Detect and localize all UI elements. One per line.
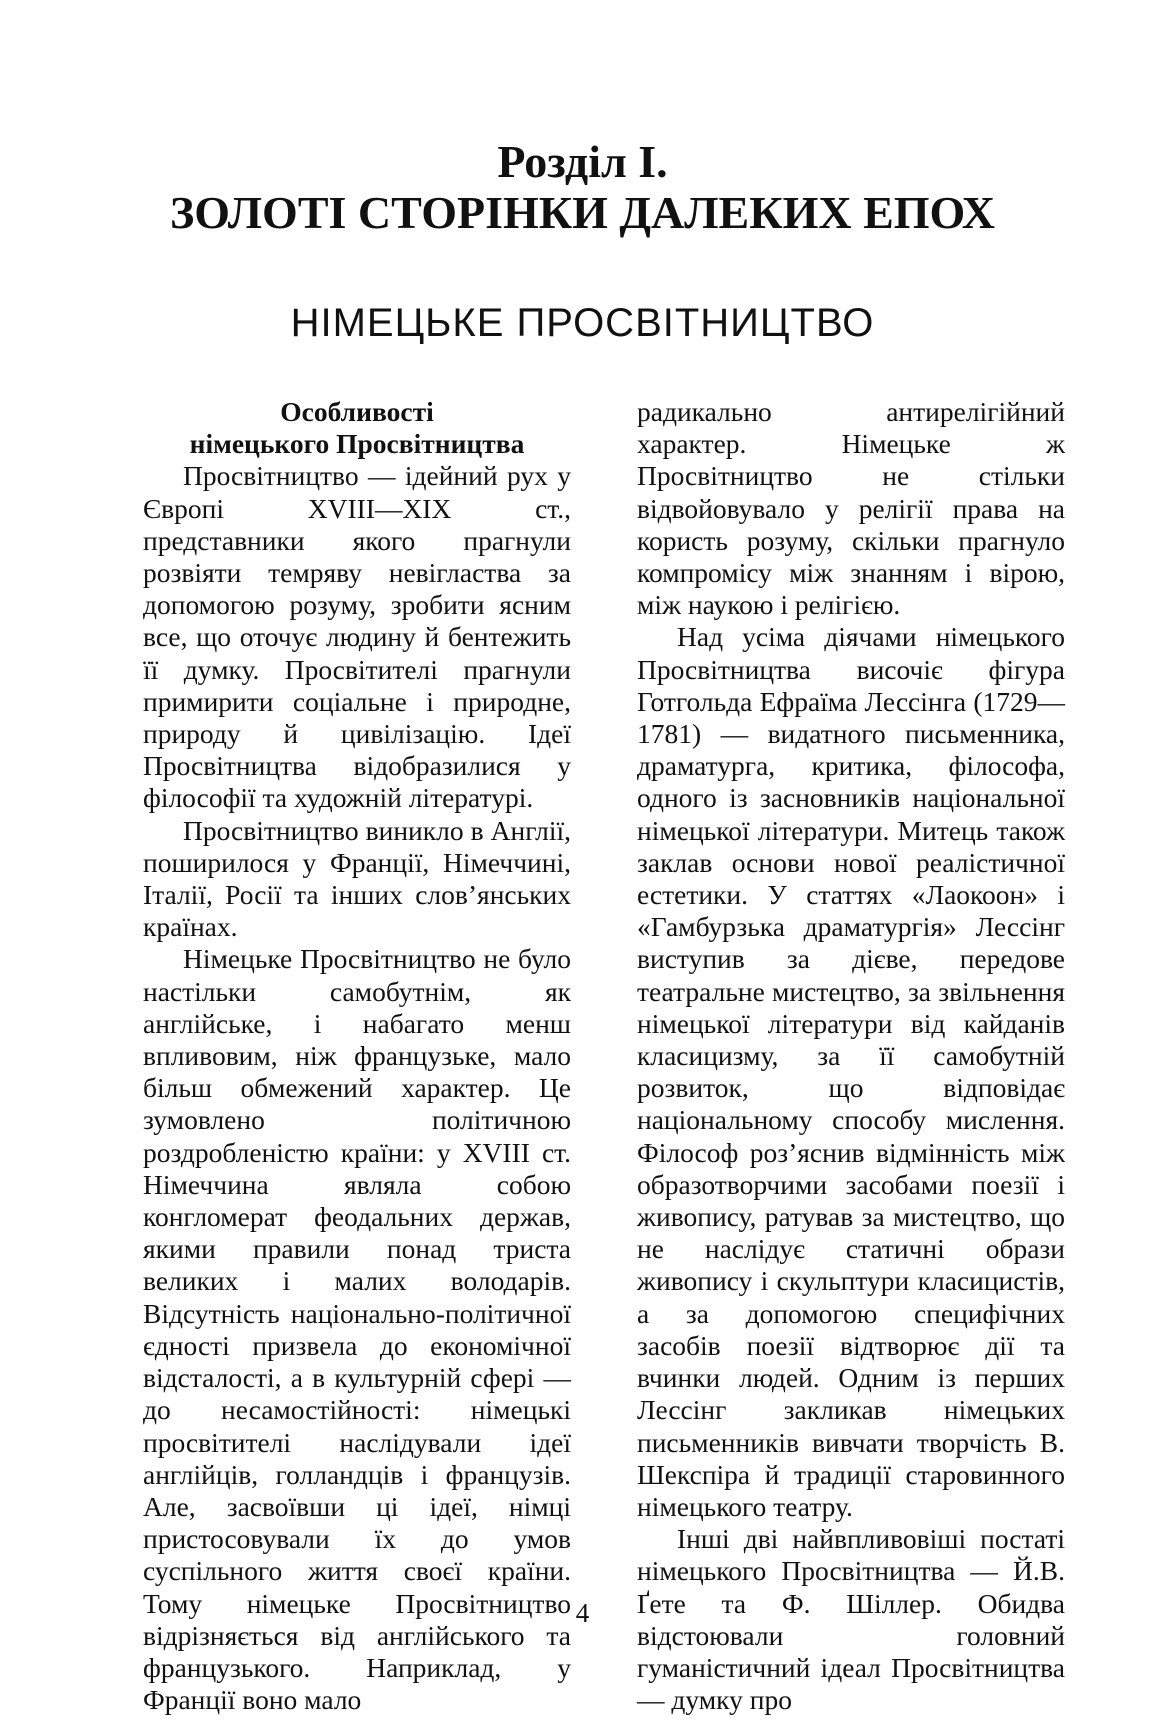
paragraph-continuation: радикально антирелігійний характер. Німецьке ж Просвітництво не стільки відвойовувало у релігії права на користь розуму, скільки прагнуло компромісу між знанням і вірою, між наукою і релігією. bbox=[637, 396, 1065, 621]
right-column bbox=[637, 396, 1065, 1716]
paragraph: Просвітництво — ідейний рух у Європі XVIII—XIX ст., представники якого прагнули розвіяти темряву невігластва за допомогою розуму, зробити ясним все, що оточує людину й бентежить її думку. Просвітителі прагнули примирити соціальне і природне, природу й цивілізацію. Ідеї Просвітництва відобразилися у філософії та художній літературі. bbox=[143, 460, 571, 814]
page-number: 4 bbox=[575, 1598, 590, 1628]
section-title: НІМЕЦЬКЕ ПРОСВІТНИЦТВО bbox=[290, 301, 875, 345]
paragraph: Просвітництво виникло в Англії, поширилося у Франції, Німеччині, Італії, Росії та інших слов’янських країнах. bbox=[143, 814, 571, 943]
paragraph: Інші дві найвпливовіші постаті німецького Просвітництва — Й.В. Ґете та Ф. Шіллер. Обидва відстоювали головний гуманістичний ідеал Просвітництва — думку про bbox=[637, 1523, 1065, 1716]
subheading-line-1: Особливості bbox=[280, 396, 434, 427]
paragraph: Німецьке Просвітництво не було настільки самобутнім, як англійське, і набагато менш впливовим, ніж французьке, мало більш обмежений характер. Це зумовлено політичною роздробленістю країни: у XVIII ст. Німеччина являла собою конгломерат феодальних держав, якими правили понад триста великих і малих володарів. Відсутність національно-політичної єдності призвела до економічної відсталості, а в культурній сфері — до несамостійності: німецькі просвітителі наслідували ідеї англійців, голландців і французів. Але, засвоївши ці ідеї, німці пристосовували їх до умов суспільного життя своєї країни. Тому німецьке Просвітництво відрізняється від англійського та французького. Наприклад, у Франції воно мало bbox=[143, 943, 571, 1716]
chapter-label: Розділ І. bbox=[497, 136, 668, 187]
left-column bbox=[143, 396, 571, 1716]
subheading-line-2: німецького Просвітництва bbox=[189, 428, 525, 460]
paragraph: Над усіма діячами німецького Просвітництва височіє фігура Готгольда Ефраїма Лессінга (1729—1781) — видатного письменника, драматурга, критика, філософа, одного із засновників національної німецької літератури. Митець також заклав основи нової реалістичної естетики. У статтях «Лаокоон» і «Гамбурзька драматургія» Лессінг виступив за дієве, передове театральне мистецтво, за звільнення німецької літератури від кайданів класицизму, за її самобутній розвиток, що відповідає національному способу мислення. Філософ роз’яснив відмінність між образотворчими засобами поезії і живопису, ратував за мистецтво, що не наслідує статичні образи живопису і скульптури класицистів, а за допомогою специфічних засобів поезії відтворює дії та вчинки людей. Одним із перших Лессінг закликав німецьких письменників вивчати творчість В. Шекспіра й традиції старовинного німецького театру. bbox=[637, 621, 1065, 1522]
chapter-title: ЗОЛОТІ СТОРІНКИ ДАЛЕКИХ ЕПОХ bbox=[170, 187, 995, 238]
